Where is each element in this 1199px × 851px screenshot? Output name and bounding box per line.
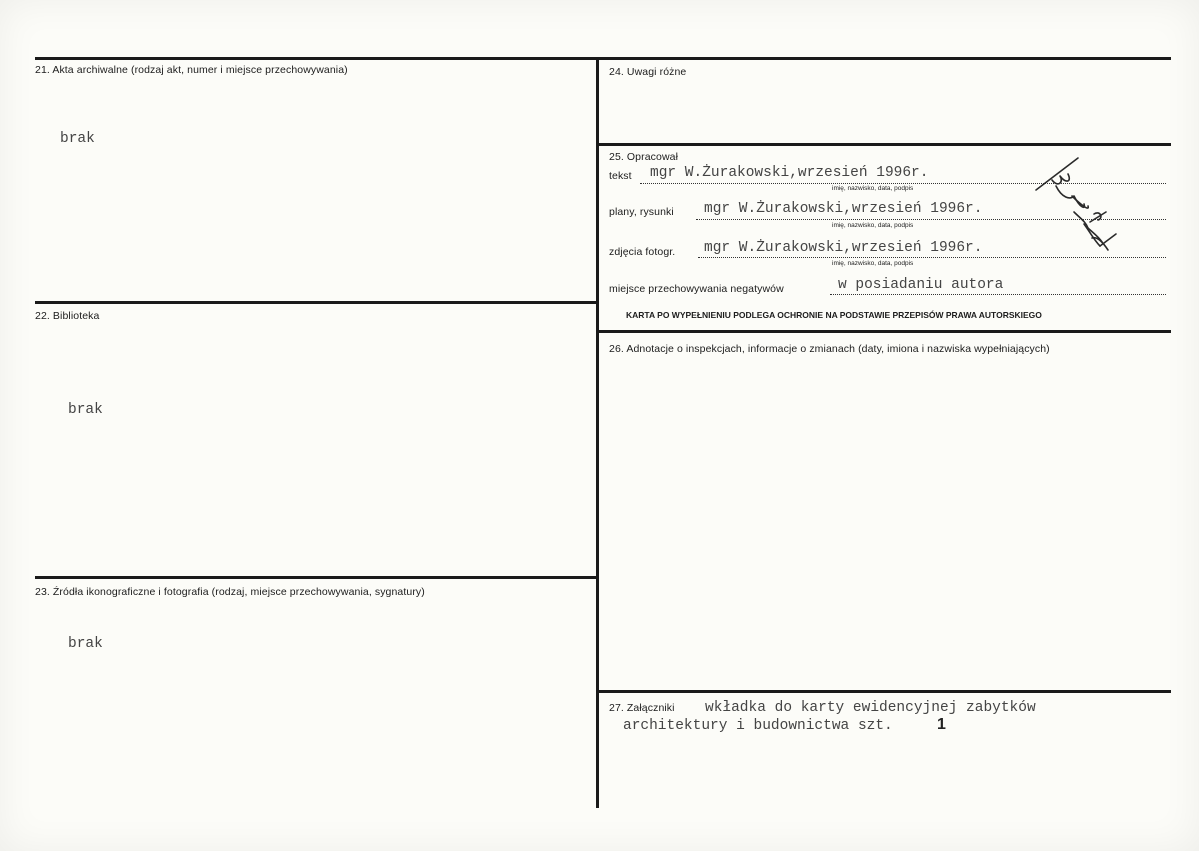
negatywy-value: w posiadaniu autora	[838, 277, 1004, 293]
negatywy-label: miejsce przechowywania negatywów	[609, 283, 784, 295]
zdjecia-caption: imię, nazwisko, data, podpis	[832, 260, 914, 267]
signature-mark	[1028, 152, 1118, 272]
rule-26-27	[598, 690, 1171, 693]
section-21-value: brak	[60, 131, 95, 147]
section-22-heading: 22. Biblioteka	[35, 310, 100, 322]
rule-24-25	[598, 143, 1171, 146]
center-divider	[596, 57, 599, 808]
rule-25-26	[598, 330, 1171, 333]
section-21-heading: 21. Akta archiwalne (rodzaj akt, numer i miejsce przechowywania)	[35, 64, 348, 76]
section-22-value: brak	[68, 402, 103, 418]
attachment-count: 1	[937, 716, 946, 733]
negatywy-line	[830, 294, 1166, 295]
plany-value: mgr W.Żurakowski,wrzesień 1996r.	[704, 201, 983, 217]
rule-22-23	[35, 576, 598, 579]
section-23-value: brak	[68, 636, 103, 652]
attachment-line-2: architektury i budownictwa szt.	[623, 718, 893, 734]
section-25-heading: 25. Opracował	[609, 151, 679, 163]
zdjecia-value: mgr W.Żurakowski,wrzesień 1996r.	[704, 240, 983, 256]
section-24-heading: 24. Uwagi różne	[609, 66, 687, 78]
top-rule	[35, 57, 1171, 60]
tekst-caption: imię, nazwisko, data, podpis	[832, 185, 914, 192]
tekst-value: mgr W.Żurakowski,wrzesień 1996r.	[650, 165, 929, 181]
rule-21-22	[35, 301, 598, 304]
section-23-heading: 23. Źródła ikonograficzne i fotografia (rodzaj, miejsce przechowywania, sygnatury)	[35, 586, 425, 598]
tekst-label: tekst	[609, 170, 632, 182]
attachment-line-1: wkładka do karty ewidencyjnej zabytków	[705, 700, 1036, 716]
zdjecia-label: zdjęcia fotogr.	[609, 246, 676, 258]
plany-caption: imię, nazwisko, data, podpis	[832, 222, 914, 229]
copyright-notice: KARTA PO WYPEŁNIENIU PODLEGA OCHRONIE NA PODSTAWIE PRZEPISÓW PRAWA AUTORSKIEGO	[626, 310, 1042, 320]
section-27-heading: 27. Załączniki	[609, 702, 675, 714]
plany-label: plany, rysunki	[609, 206, 674, 218]
section-26-heading: 26. Adnotacje o inspekcjach, informacje o zmianach (daty, imiona i nazwiska wypełniających)	[609, 343, 1050, 355]
